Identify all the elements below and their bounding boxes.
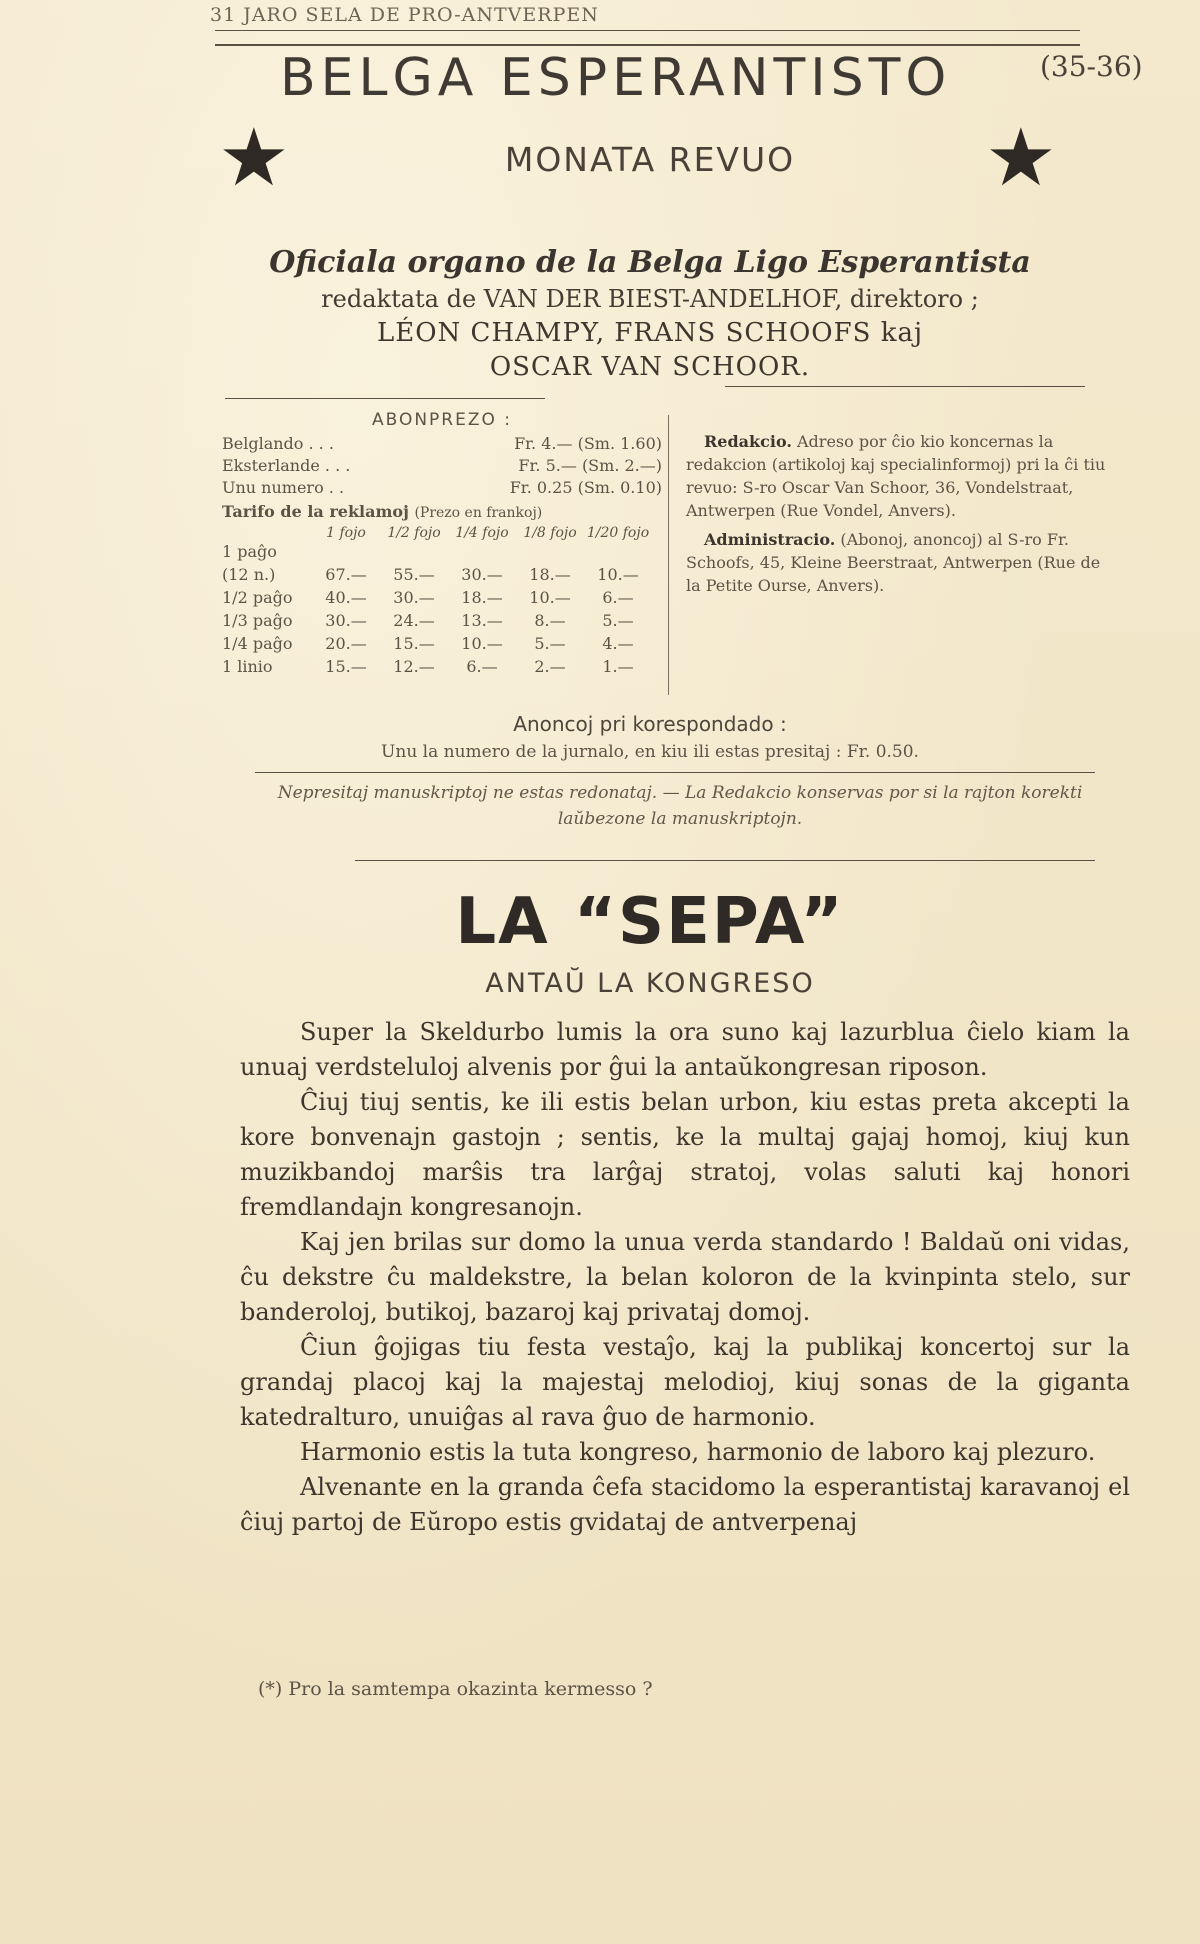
paragraph: Kaj jen brilas sur domo la unua verda standardo ! Baldaŭ oni vidas, ĉu dekstre ĉu maldekstre, la belan koloron de la kvinpinta stelo, sur banderoloj, butikoj, bazaroj kaj privataj domoj. — [240, 1228, 1130, 1326]
redaction-line: redaktata de VAN DER BIEST-ANDELHOF, direktoro ; — [321, 285, 979, 313]
disclaimer: Nepresitaj manuskriptoj ne estas redonataj. — La Redakcio konservas por si la rajton korekti laŭbezone la manuskriptojn. — [277, 783, 1083, 829]
paragraph: Ĉiuj tiuj sentis, ke ili estis belan urbon, kiu estas preta akcepti la kore bonvenajn gastojn ; sentis, ke la multaj gajaj homoj, kiuj kun muzikbandoj marŝis tra larĝaj stratoj, volas saluti kaj honori fremdlandajn kongresanojn. — [240, 1088, 1130, 1221]
tariff-cell: 2.— — [534, 657, 566, 676]
tariff-row — [222, 657, 662, 680]
tariff-cell: 20.— — [325, 634, 367, 653]
article-subtitle: ANTAŬ LA KONGRESO — [485, 968, 815, 999]
tariff-cell: 30.— — [325, 611, 367, 630]
tariff-cell: 6.— — [602, 588, 634, 607]
price-row: Belglando . . . Fr. 4.— (Sm. 1.60) — [222, 434, 662, 453]
paragraph: Harmonio estis la tuta kongreso, harmonio de laboro kaj plezuro. — [300, 1438, 1096, 1466]
running-header: 31 JARO SELA DE PRO-ANTVERPEN — [210, 4, 599, 26]
divider — [225, 398, 545, 399]
tariff-row-label: 1/2 paĝo — [222, 588, 293, 607]
tariff-row — [222, 542, 662, 565]
divider — [355, 860, 1095, 861]
tariff-cell: 6.— — [466, 657, 498, 676]
tariff-cell: 10.— — [597, 565, 639, 584]
tariff-row — [222, 634, 662, 657]
subscription-box — [222, 410, 662, 680]
tariff-cell: 18.— — [461, 588, 503, 607]
tariff-cell — [380, 542, 448, 565]
tariff-cell: 40.— — [325, 588, 367, 607]
organ-line: Oficiala organo de la Belga Ligo Esperantista — [269, 245, 1031, 280]
divider — [215, 44, 1080, 46]
divider — [255, 772, 1095, 773]
tariff-cell: 8.— — [534, 611, 566, 630]
subscription-title: ABONPREZO : — [371, 410, 513, 430]
tariff-cell: 15.— — [325, 657, 367, 676]
announcement-title: Anoncoj pri korespondado : — [513, 712, 787, 736]
footnote: (*) Pro la samtempa okazinta kermesso ? — [258, 1678, 653, 1700]
masthead-subtitle: MONATA REVUO — [504, 140, 796, 179]
star-right-icon: ★ — [985, 111, 1057, 204]
masthead-title: BELGA ESPERANTISTO — [280, 48, 952, 108]
tariff-cell: 15.— — [393, 634, 435, 653]
tariff-row — [222, 565, 662, 588]
announcement-text: Unu la numero de la jurnalo, en kiu ili estas presitaj : Fr. 0.50. — [381, 742, 919, 762]
tariff-cell — [584, 542, 652, 565]
tariff-row-label: 1/4 paĝo — [222, 634, 293, 653]
tariff-header: 1 fojo 1/2 fojo 1/4 fojo 1/8 fojo 1/20 fojo — [326, 525, 650, 541]
tariff-cell: 55.— — [393, 565, 435, 584]
star-left-icon: ★ — [218, 111, 290, 204]
tariff-title: Tarifo de la reklamoj (Prezo en frankoj) — [222, 502, 543, 521]
tariff-table — [222, 542, 662, 680]
tariff-cell: 67.— — [325, 565, 367, 584]
tariff-cell: 30.— — [461, 565, 503, 584]
tariff-cell: 18.— — [529, 565, 571, 584]
tariff-cell: 13.— — [461, 611, 503, 630]
paragraph: Alvenante en la granda ĉefa stacidomo la esperantistaj karavanoj el ĉiuj partoj de Eŭropo estis gvidataj de antverpenaj — [240, 1473, 1130, 1536]
tariff-cell: 10.— — [529, 588, 571, 607]
tariff-cell: 10.— — [461, 634, 503, 653]
tariff-cell: 1.— — [602, 657, 634, 676]
price-row: Unu numero . . Fr. 0.25 (Sm. 0.10) — [222, 478, 662, 497]
tariff-row — [222, 611, 662, 634]
paragraph: Ĉiun ĝojigas tiu festa vestaĵo, kaj la publikaj koncertoj sur la grandaj placoj kaj la majestaj melodioj, kiuj sonas de la giganta katedralturo, unuiĝas al rava ĝuo de harmonio. — [240, 1333, 1130, 1431]
tariff-cell: 5.— — [602, 611, 634, 630]
tariff-row — [222, 588, 662, 611]
tariff-cell — [312, 542, 380, 565]
redaction-line: OSCAR VAN SCHOOR. — [489, 352, 811, 382]
issue-number: (35-36) — [1040, 50, 1143, 83]
tariff-cell: 12.— — [393, 657, 435, 676]
contact-info: Redakcio. Adreso por ĉio kio koncernas la redakcion (artikoloj kaj specialinformoj) pri la ĉi tiu revuo: S-ro Oscar Van Schoor, 36, Vondelstraat, Antwerpen (Rue Vondel, Anvers). Administracio. (Abonoj, anoncoj) al S-ro Fr. Schoofs, 45, Kleine Beerstraat, Antwerpen (Rue de la Petite Ourse, Anvers). — [686, 432, 1106, 595]
price-row: Eksterlande . . . Fr. 5.— (Sm. 2.—) — [222, 456, 662, 475]
tariff-cell: 30.— — [393, 588, 435, 607]
tariff-cell — [448, 542, 516, 565]
tariff-cell — [516, 542, 584, 565]
tariff-cell: 24.— — [393, 611, 435, 630]
tariff-row-label: 1 paĝo — [222, 542, 277, 561]
tariff-row-label: 1 linio — [222, 657, 273, 676]
article-body — [240, 1015, 1130, 1540]
paragraph: Super la Skeldurbo lumis la ora suno kaj lazurblua ĉielo kiam la unuaj verdsteluloj alvenis por ĝui la antaŭkongresan riposon. — [240, 1018, 1130, 1081]
article-title: LA “SEPA” — [455, 885, 845, 959]
divider — [725, 386, 1085, 387]
tariff-cell: 4.— — [602, 634, 634, 653]
divider — [215, 30, 1080, 31]
column-divider — [668, 415, 669, 695]
tariff-cell: 5.— — [534, 634, 566, 653]
tariff-row-label: (12 n.) — [222, 565, 276, 584]
redaction-line: LÉON CHAMPY, FRANS SCHOOFS kaj — [376, 318, 924, 348]
tariff-row-label: 1/3 paĝo — [222, 611, 293, 630]
